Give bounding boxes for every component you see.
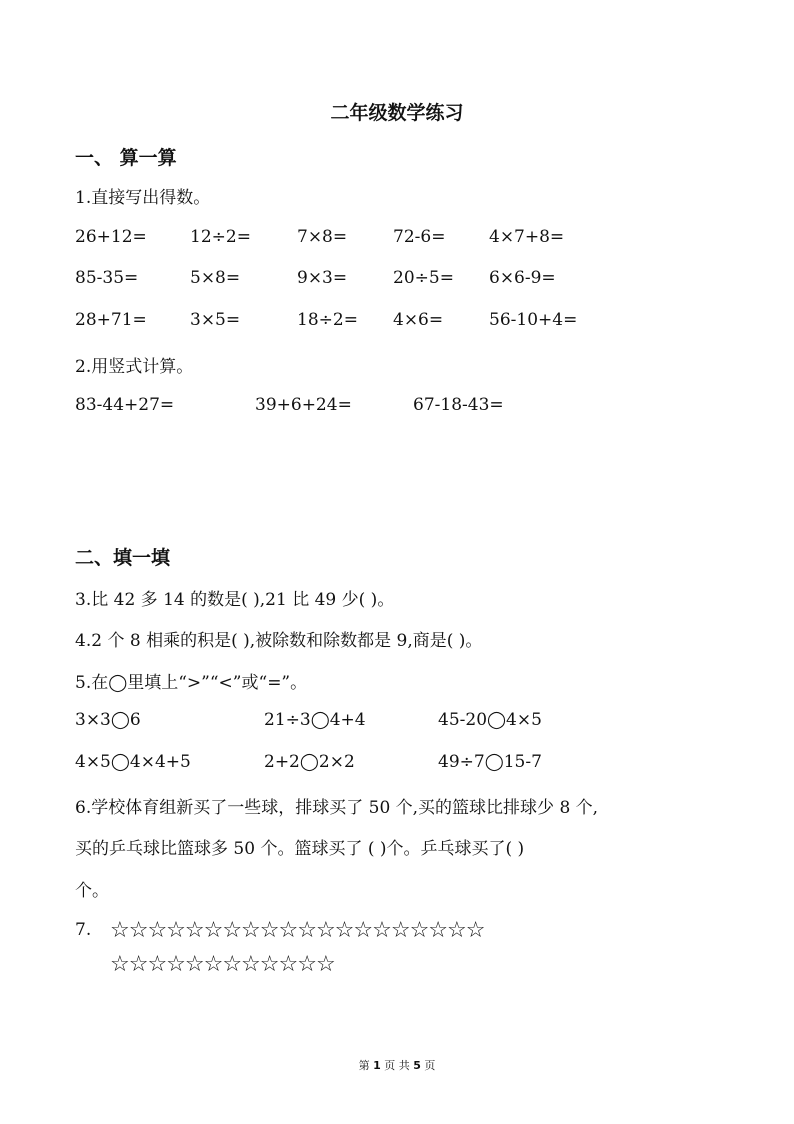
calc-item: 7×8= <box>297 227 348 247</box>
page-title: 二年级数学练习 <box>330 102 464 124</box>
calc-item: 4×7+8= <box>489 227 565 247</box>
question-6-line-1: 6.学校体育组新买了一些球，排球买了 50 个,买的篮球比排球少 8 个, <box>75 798 599 818</box>
page-footer <box>0 1057 794 1073</box>
calc-item: 72-6= <box>393 227 446 247</box>
calc-item: 9×3= <box>297 268 348 288</box>
calc-item: 18÷2= <box>297 310 358 330</box>
calc-item: 5×8= <box>190 268 241 288</box>
compare-item: 45-20◯4×5 <box>438 710 542 730</box>
footer-suffix: 页 <box>424 1059 436 1072</box>
calc-item: 26+12= <box>75 227 147 247</box>
calc-item: 3×5= <box>190 310 241 330</box>
calc-item: 56-10+4= <box>489 310 578 330</box>
compare-item: 2+2◯2×2 <box>264 752 355 772</box>
footer-prefix: 第 <box>358 1059 370 1072</box>
compare-item: 49÷7◯15-7 <box>438 752 542 772</box>
star-icon-row-2: ☆☆☆☆☆☆☆☆☆☆☆☆ <box>110 952 335 977</box>
section-2-heading: 二、填一填 <box>75 547 171 569</box>
vertical-calc-item: 39+6+24= <box>255 395 352 415</box>
vertical-calc-item: 67-18-43= <box>413 395 504 415</box>
calc-item: 12÷2= <box>190 227 251 247</box>
calc-item: 6×6-9= <box>489 268 556 288</box>
question-3: 3.比 42 多 14 的数是( ),21 比 49 少( )。 <box>75 590 395 610</box>
compare-item: 3×3◯6 <box>75 710 141 730</box>
question-5-prompt: 5.在◯里填上“>”“<”或“=”。 <box>75 673 308 693</box>
calc-item: 20÷5= <box>393 268 454 288</box>
calc-item: 85-35= <box>75 268 139 288</box>
question-4: 4.2 个 8 相乘的积是( ),被除数和除数都是 9,商是( )。 <box>75 631 483 651</box>
calc-item: 28+71= <box>75 310 147 330</box>
footer-middle: 页 共 <box>384 1059 410 1072</box>
vertical-calc-item: 83-44+27= <box>75 395 175 415</box>
question-6-line-3: 个。 <box>75 881 109 901</box>
question-1-prompt: 1.直接写出得数。 <box>75 188 211 208</box>
question-6-line-2: 买的乒乓球比篮球多 50 个。篮球买了 ( )个。乒乓球买了( ) <box>75 839 525 859</box>
question-7-number: 7. <box>75 920 92 940</box>
compare-item: 4×5◯4×4+5 <box>75 752 191 772</box>
star-icon-row-1: ☆☆☆☆☆☆☆☆☆☆☆☆☆☆☆☆☆☆☆☆ <box>110 918 485 943</box>
footer-page-number: 1 <box>373 1059 381 1072</box>
calc-item: 4×6= <box>393 310 444 330</box>
section-1-heading: 一、 算一算 <box>75 147 177 169</box>
footer-total-pages: 5 <box>413 1059 421 1072</box>
compare-item: 21÷3◯4+4 <box>264 710 366 730</box>
question-2-prompt: 2.用竖式计算。 <box>75 357 194 377</box>
